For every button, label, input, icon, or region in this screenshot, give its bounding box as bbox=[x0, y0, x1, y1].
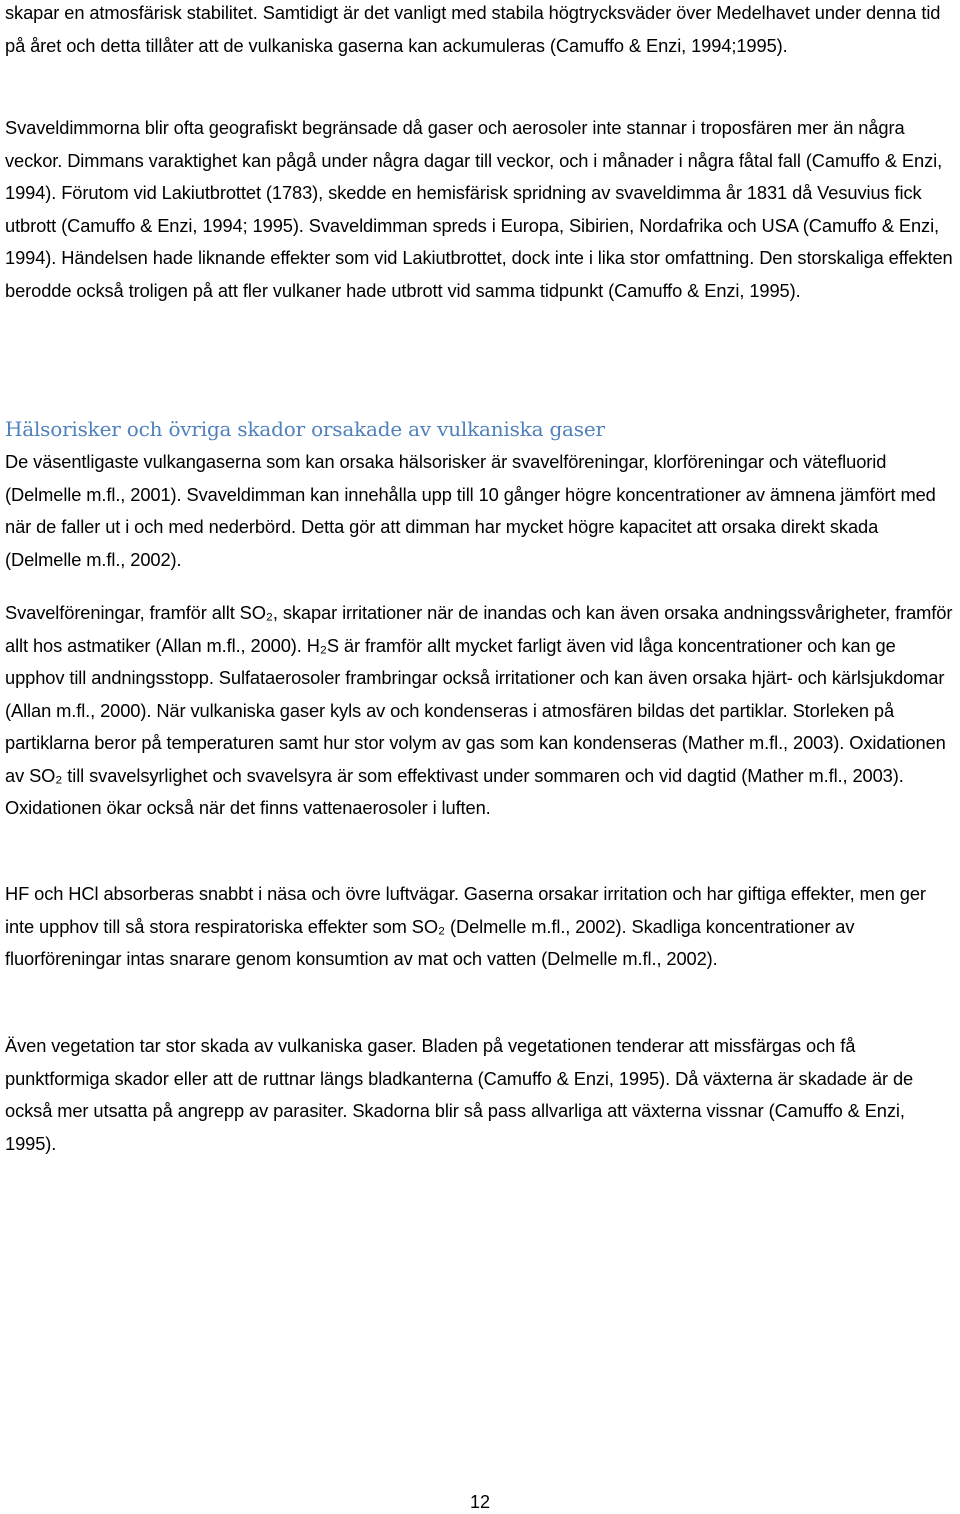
page-number: 12 bbox=[469, 1492, 491, 1512]
sentence: Oxidationen ökar också när det finns vattenaerosoler i luften. bbox=[5, 797, 491, 818]
sentence: Svaveldimman spreds i Europa, Sibirien, Nordafrika och USA (Camuffo & Enzi, 1994). bbox=[5, 214, 940, 268]
sentence: Skadorna blir så pass allvarliga att växterna vissnar (Camuffo & Enzi, 1995). bbox=[5, 1100, 905, 1154]
paragraph-sulfur-compounds bbox=[5, 597, 959, 825]
paragraph-health-risks bbox=[5, 446, 959, 576]
sentence: Den storskaliga effekten berodde också troligen på att fler vulkaner hade utbrott vid samma tidpunkt (Camuffo & Enzi, 1995). bbox=[5, 247, 953, 301]
sentence: Svaveldimman kan innehålla upp till 10 gånger högre koncentrationer av ämnena jämfört med när de faller ut i och med nederbörd. bbox=[5, 483, 936, 537]
sentence: Storleken på partiklarna beror på temperaturen samt hur stor volym av gas som kan kondenseras (Mather m.fl., 2003). bbox=[5, 699, 895, 753]
sentence: Sulfataerosoler frambringar också irritationer och kan även orsaka hjärt- och kärlsjukdomar (Allan m.fl., 2000). bbox=[5, 667, 945, 721]
sentence: Förutom vid Lakiutbrottet (1783), skedde en hemisfärisk spridning av svaveldimma år 1831 då Vesuvius fick utbrott (Camuffo & Enzi, 1994; 1995). bbox=[5, 182, 922, 236]
paragraph-hf-hcl bbox=[5, 878, 959, 976]
sentence: Händelsen hade liknande effekter som vid Lakiutbrottet, dock inte i lika stor omfattning. bbox=[61, 247, 755, 268]
sentence: Då växterna är skadade är de också mer utsatta på angrepp av parasiter. bbox=[5, 1067, 914, 1121]
sentence: Skadliga koncentrationer av fluorföreningar intas snarare genom konsumtion av mat och vatten (Delmelle m.fl., 2002). bbox=[5, 915, 855, 969]
sentence: Detta gör att dimman har mycket högre kapacitet att orsaka direkt skada (Delmelle m.fl., 2002). bbox=[5, 516, 879, 570]
sentence: skapar en atmosfärisk stabilitet. Samtidigt är det vanligt med stabila högtrycksväder över Medelhavet under denna tid på året och detta tillåter att de vulkaniska gaserna kan ackumuleras (Camuffo & Enzi, 1994;1995). bbox=[5, 2, 941, 56]
section-heading: Hälsorisker och övriga skador orsakade av vulkaniska gaser bbox=[5, 417, 605, 441]
sentence: H₂S är framför allt mycket farligt även vid låga koncentrationer och kan ge upphov till andningsstopp. bbox=[5, 634, 896, 688]
sentence: Oxidationen av SO₂ till svavelsyrlighet och svavelsyra är som effektivast under sommaren och vid dagtid (Mather m.fl., 2003). bbox=[5, 732, 946, 786]
sentence: Gaserna orsakar irritation och har giftiga effekter, men ger inte upphov till så stora respiratoriska effekter som SO₂ (Delmelle m.fl., 2002). bbox=[5, 883, 926, 937]
sentence: Även vegetation tar stor skada av vulkaniska gaser. bbox=[5, 1035, 417, 1056]
sentence: Dimmans varaktighet kan pågå under några dagar till veckor, och i månader i några fåtal fall (Camuffo & Enzi, 1994). bbox=[5, 149, 943, 203]
sentence: När vulkaniska gaser kyls av och kondenseras i atmosfären bildas det partiklar. bbox=[156, 699, 788, 721]
paragraph-sulfur-fog bbox=[5, 112, 959, 307]
sentence: HF och HCl absorberas snabbt i näsa och övre luftvägar. bbox=[5, 883, 459, 904]
paragraph-atmospheric-stability bbox=[5, 0, 959, 62]
sentence: Svavelföreningar, framför allt SO₂, skapar irritationer när de inandas och kan även orsaka andningssvårigheter, framför allt hos astmatiker (Allan m.fl., 2000). bbox=[5, 602, 953, 656]
sentence: De väsentligaste vulkangaserna som kan orsaka hälsorisker är svavelföreningar, klorföreningar och vätefluorid (Delmelle m.fl., 2001). bbox=[5, 451, 887, 505]
paragraph-vegetation bbox=[5, 1030, 959, 1160]
sentence: Bladen på vegetationen tenderar att missfärgas och få punktformiga skador eller att de ruttnar längs bladkanterna (Camuffo & Enzi, 1995). bbox=[5, 1035, 856, 1089]
sentence: Svaveldimmorna blir ofta geografiskt begränsade då gaser och aerosoler inte stannar i troposfären mer än några veckor. bbox=[5, 117, 905, 171]
